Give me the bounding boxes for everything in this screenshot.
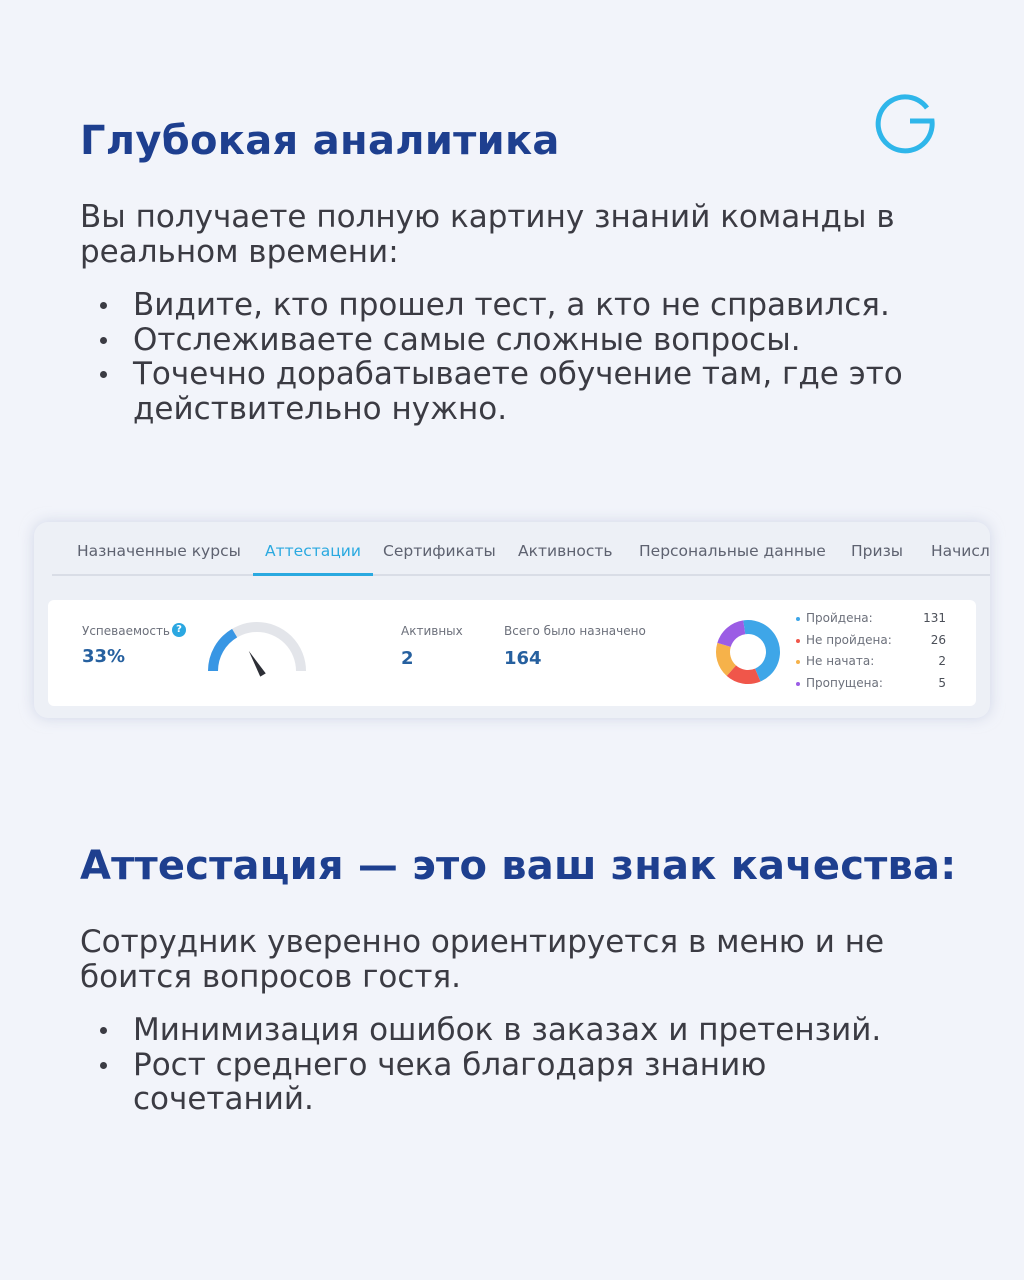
tab-personal-data[interactable]: Персональные данные (639, 542, 826, 560)
list-item: Видите, кто прошел тест, а кто не справился. (96, 288, 916, 323)
donut-segment-skipped (717, 620, 745, 646)
g-letter-logo-icon (872, 88, 938, 154)
question-circle-icon[interactable]: ? (172, 623, 186, 637)
performance-value: 33% (82, 646, 126, 667)
attestation-status-donut (714, 618, 782, 686)
analytics-screenshot (34, 522, 990, 718)
legend-item-skipped: Пропущена: 5 (796, 676, 946, 698)
legend-item-not-started: Не начата: 2 (796, 654, 946, 676)
analytics-bullet-list (96, 288, 916, 426)
list-item: Минимизация ошибок в заказах и претензий. (96, 1013, 916, 1048)
assigned-label: Всего было назначено (504, 624, 646, 638)
attestation-bullet-list (96, 1013, 916, 1117)
stats-panel (48, 600, 976, 706)
attestation-lead-text: Сотрудник уверенно ориентируется в меню и не боится вопросов гостя. (80, 924, 885, 995)
tab-attestations[interactable]: Аттестации (265, 522, 361, 574)
analytics-lead-text: Вы получаете полную картину знаний команды в реальном времени: (80, 199, 895, 270)
tab-bar (52, 522, 990, 576)
list-item: Рост среднего чека благодаря знанию сочетаний. (96, 1048, 916, 1117)
tab-accruals[interactable]: Начисл (931, 542, 990, 560)
performance-label: Успеваемость (82, 624, 171, 638)
status-legend (796, 611, 946, 697)
list-item: Точечно дорабатываете обучение там, где это действительно нужно. (96, 357, 916, 426)
assigned-value: 164 (504, 648, 542, 669)
active-label: Активных (401, 624, 463, 638)
section-title-analytics: Глубокая аналитика (80, 118, 560, 164)
section-title-attestation: Аттестация — это ваш знак качества: (80, 843, 957, 889)
tab-activity[interactable]: Активность (518, 542, 613, 560)
performance-gauge (205, 619, 309, 679)
tab-assigned-courses[interactable]: Назначенные курсы (77, 542, 241, 560)
active-value: 2 (401, 648, 414, 669)
list-item: Отслеживаете самые сложные вопросы. (96, 323, 916, 358)
tab-prizes[interactable]: Призы (851, 542, 904, 560)
tab-certificates[interactable]: Сертификаты (383, 542, 496, 560)
legend-item-passed: Пройдена: 131 (796, 611, 946, 633)
legend-item-failed: Не пройдена: 26 (796, 633, 946, 655)
